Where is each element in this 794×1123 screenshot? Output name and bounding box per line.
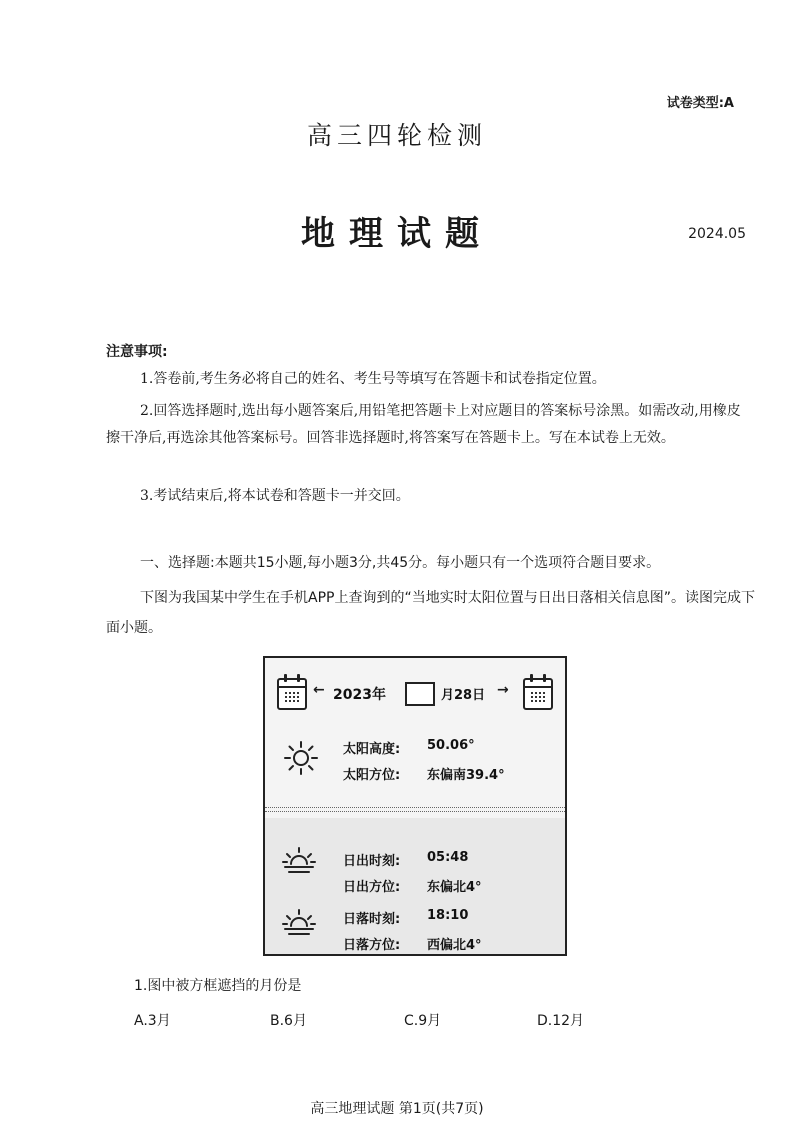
- sun-azimuth-label: 太阳方位:: [343, 768, 401, 783]
- sunrise-icon: [281, 846, 317, 876]
- sun-altitude-label: 太阳高度:: [343, 742, 401, 757]
- arrow-right: →: [497, 682, 509, 698]
- notice-title: 注意事项:: [106, 344, 168, 360]
- notice-item-2: 2.回答选择题时,选出每小题答案后,用铅笔把答题卡上对应题目的答案标号涂黑。如需改动,用橡皮擦干净后,再选涂其他答案标号。回答非选择题时,将答案写在答题卡上。写在本试卷上无效。: [106, 403, 741, 446]
- arrow-left: ←: [313, 682, 325, 698]
- paper-type-label: 试卷类型:A: [666, 96, 734, 111]
- option-a: A.3月: [134, 1013, 171, 1029]
- sunset-direction-label: 日落方位:: [343, 938, 401, 953]
- sunset-time-label: 日落时刻:: [343, 912, 401, 927]
- sunrise-direction-label: 日出方位:: [343, 880, 401, 895]
- page-footer: 高三地理试题 第1页(共7页): [310, 1101, 484, 1117]
- sunset-time-value: 18:10: [427, 908, 469, 923]
- sunrise-time-label: 日出时刻:: [343, 854, 401, 869]
- sunrise-time-value: 05:48: [427, 850, 469, 865]
- notice-item-1: 1.答卷前,考生务必将自己的姓名、考生号等填写在答题卡和试卷指定位置。: [140, 371, 606, 387]
- sunrise-direction-value: 东偏北4°: [427, 880, 482, 895]
- exam-date: 2024.05: [688, 226, 746, 242]
- year-label: 2023年: [333, 687, 386, 703]
- option-d: D.12月: [537, 1013, 585, 1029]
- section-intro: 下图为我国某中学生在手机APP上查询到的“当地实时太阳位置与日出日落相关信息图”。读图完成下面小题。: [106, 590, 755, 636]
- calendar-icon: [523, 678, 553, 710]
- section-heading: 一、选择题:本题共15小题,每小题3分,共45分。每小题只有一个选项符合题目要求。: [140, 555, 661, 571]
- option-b: B.6月: [270, 1013, 307, 1029]
- calendar-icon: [277, 678, 307, 710]
- sun-azimuth-value: 东偏南39.4°: [427, 768, 505, 783]
- sun-icon: [283, 740, 319, 776]
- notice-item-3: 3.考试结束后,将本试卷和答题卡一并交回。: [140, 488, 410, 504]
- month-mask-box: [405, 682, 435, 706]
- sunset-direction-value: 西偏北4°: [427, 938, 482, 953]
- day-label: 月28日: [441, 688, 486, 703]
- option-c: C.9月: [404, 1013, 442, 1029]
- subject-title: 地理试题: [301, 214, 493, 254]
- exam-title: 高三四轮检测: [306, 121, 487, 150]
- question-1-stem: 1.图中被方框遮挡的月份是: [134, 978, 302, 994]
- sunset-icon: [281, 908, 317, 938]
- sun-altitude-value: 50.06°: [427, 738, 475, 753]
- sun-position-figure: [263, 656, 567, 956]
- section-divider: [265, 807, 565, 812]
